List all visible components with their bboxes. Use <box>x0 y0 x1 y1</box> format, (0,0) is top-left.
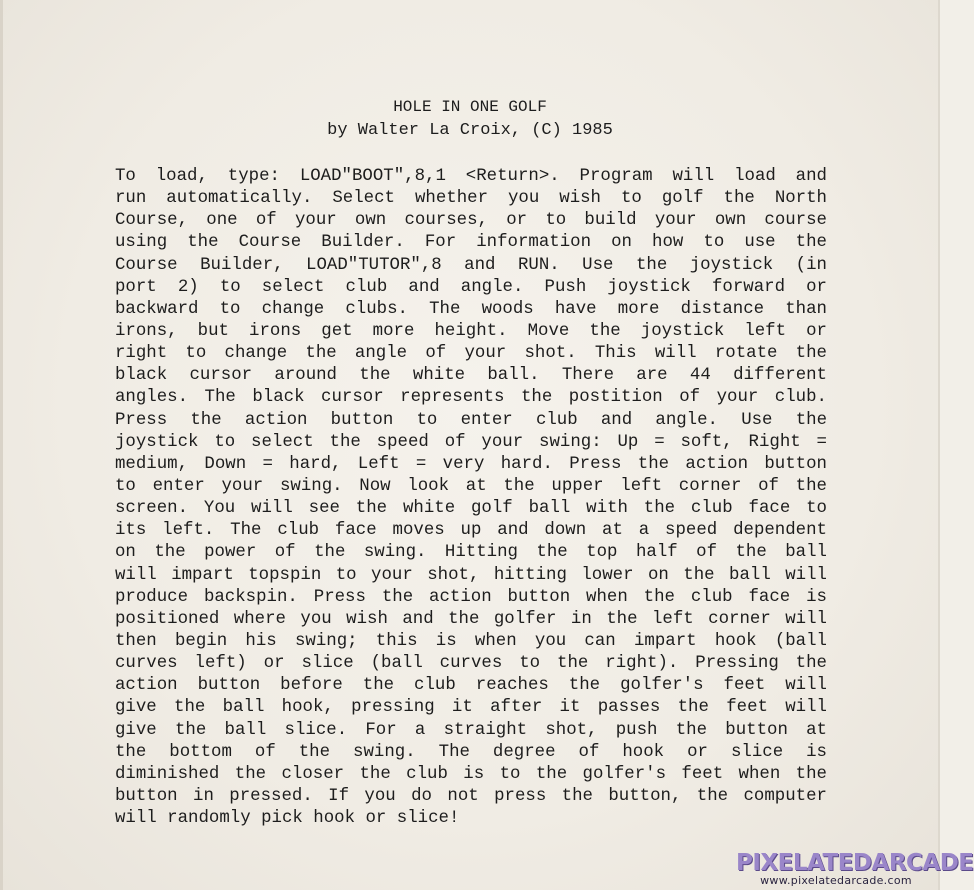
body-line: screen. You will see the white golf ball with the club face to <box>115 499 827 519</box>
body-line: medium, Down = hard, Left = very hard. Press the action button <box>115 454 827 474</box>
body-line: right to change the angle of your shot. This will rotate the <box>115 344 827 364</box>
body-line: run automatically. Select whether you wish to golf the North <box>115 189 827 209</box>
document-byline: by Walter La Croix, (C) 1985 <box>327 121 613 140</box>
body-line: diminished the closer the club is to the golfer's feet when the <box>115 764 827 784</box>
title-block <box>0 96 940 142</box>
body-line: to enter your swing. Now look at the upper left corner of the <box>115 476 827 496</box>
body-line: will impart topspin to your shot, hitting lower on the ball will <box>115 565 827 585</box>
watermark-logo <box>736 850 974 887</box>
body-line: the bottom of the swing. The degree of hook or slice is <box>115 742 827 762</box>
body-line: To load, type: LOAD"BOOT",8,1 <Return>. Program will load and <box>115 167 827 186</box>
body-line: action button before the club reaches the golfer's feet will <box>115 676 827 696</box>
body-line: Press the action button to enter club and angle. Use the <box>115 410 827 430</box>
body-line: produce backspin. Press the action button when the club face is <box>115 587 827 607</box>
body-line: curves left) or slice (ball curves to the right). Pressing the <box>115 654 827 674</box>
body-line: give the ball hook, pressing it after it passes the feet will <box>115 698 827 718</box>
watermark-url: www.pixelatedarcade.com <box>760 874 912 887</box>
instructions-body <box>115 166 827 830</box>
body-line: angles. The black cursor represents the postition of your club. <box>115 388 827 408</box>
body-line: port 2) to select club and angle. Push joystick forward or <box>115 277 827 297</box>
body-line: backward to change clubs. The woods have more distance than <box>115 299 827 319</box>
body-line: Course Builder, LOAD"TUTOR",8 and RUN. Use the joystick (in <box>115 255 827 275</box>
body-line: its left. The club face moves up and down at a speed dependent <box>115 521 827 541</box>
body-line: black cursor around the white ball. There are 44 different <box>115 366 827 386</box>
body-line: joystick to select the speed of your swing: Up = soft, Right = <box>115 432 827 452</box>
body-line: will randomly pick hook or slice! <box>115 809 460 829</box>
body-line: give the ball slice. For a straight shot, push the button at <box>115 720 827 740</box>
body-line: irons, but irons get more height. Move the joystick left or <box>115 321 827 341</box>
body-line: on the power of the swing. Hitting the top half of the ball <box>115 543 827 563</box>
body-line: then begin his swing; this is when you can impart hook (ball <box>115 631 827 651</box>
body-line: Course, one of your own courses, or to build your own course <box>115 211 827 231</box>
watermark-brand: PIXELATEDARCADE <box>736 850 974 876</box>
body-line: positioned where you wish and the golfer in the left corner will <box>115 609 827 629</box>
body-line: using the Course Builder. For information on how to use the <box>115 233 827 253</box>
body-line: button in pressed. If you do not press the button, the computer <box>115 786 827 806</box>
document-title: HOLE IN ONE GOLF <box>393 98 547 116</box>
